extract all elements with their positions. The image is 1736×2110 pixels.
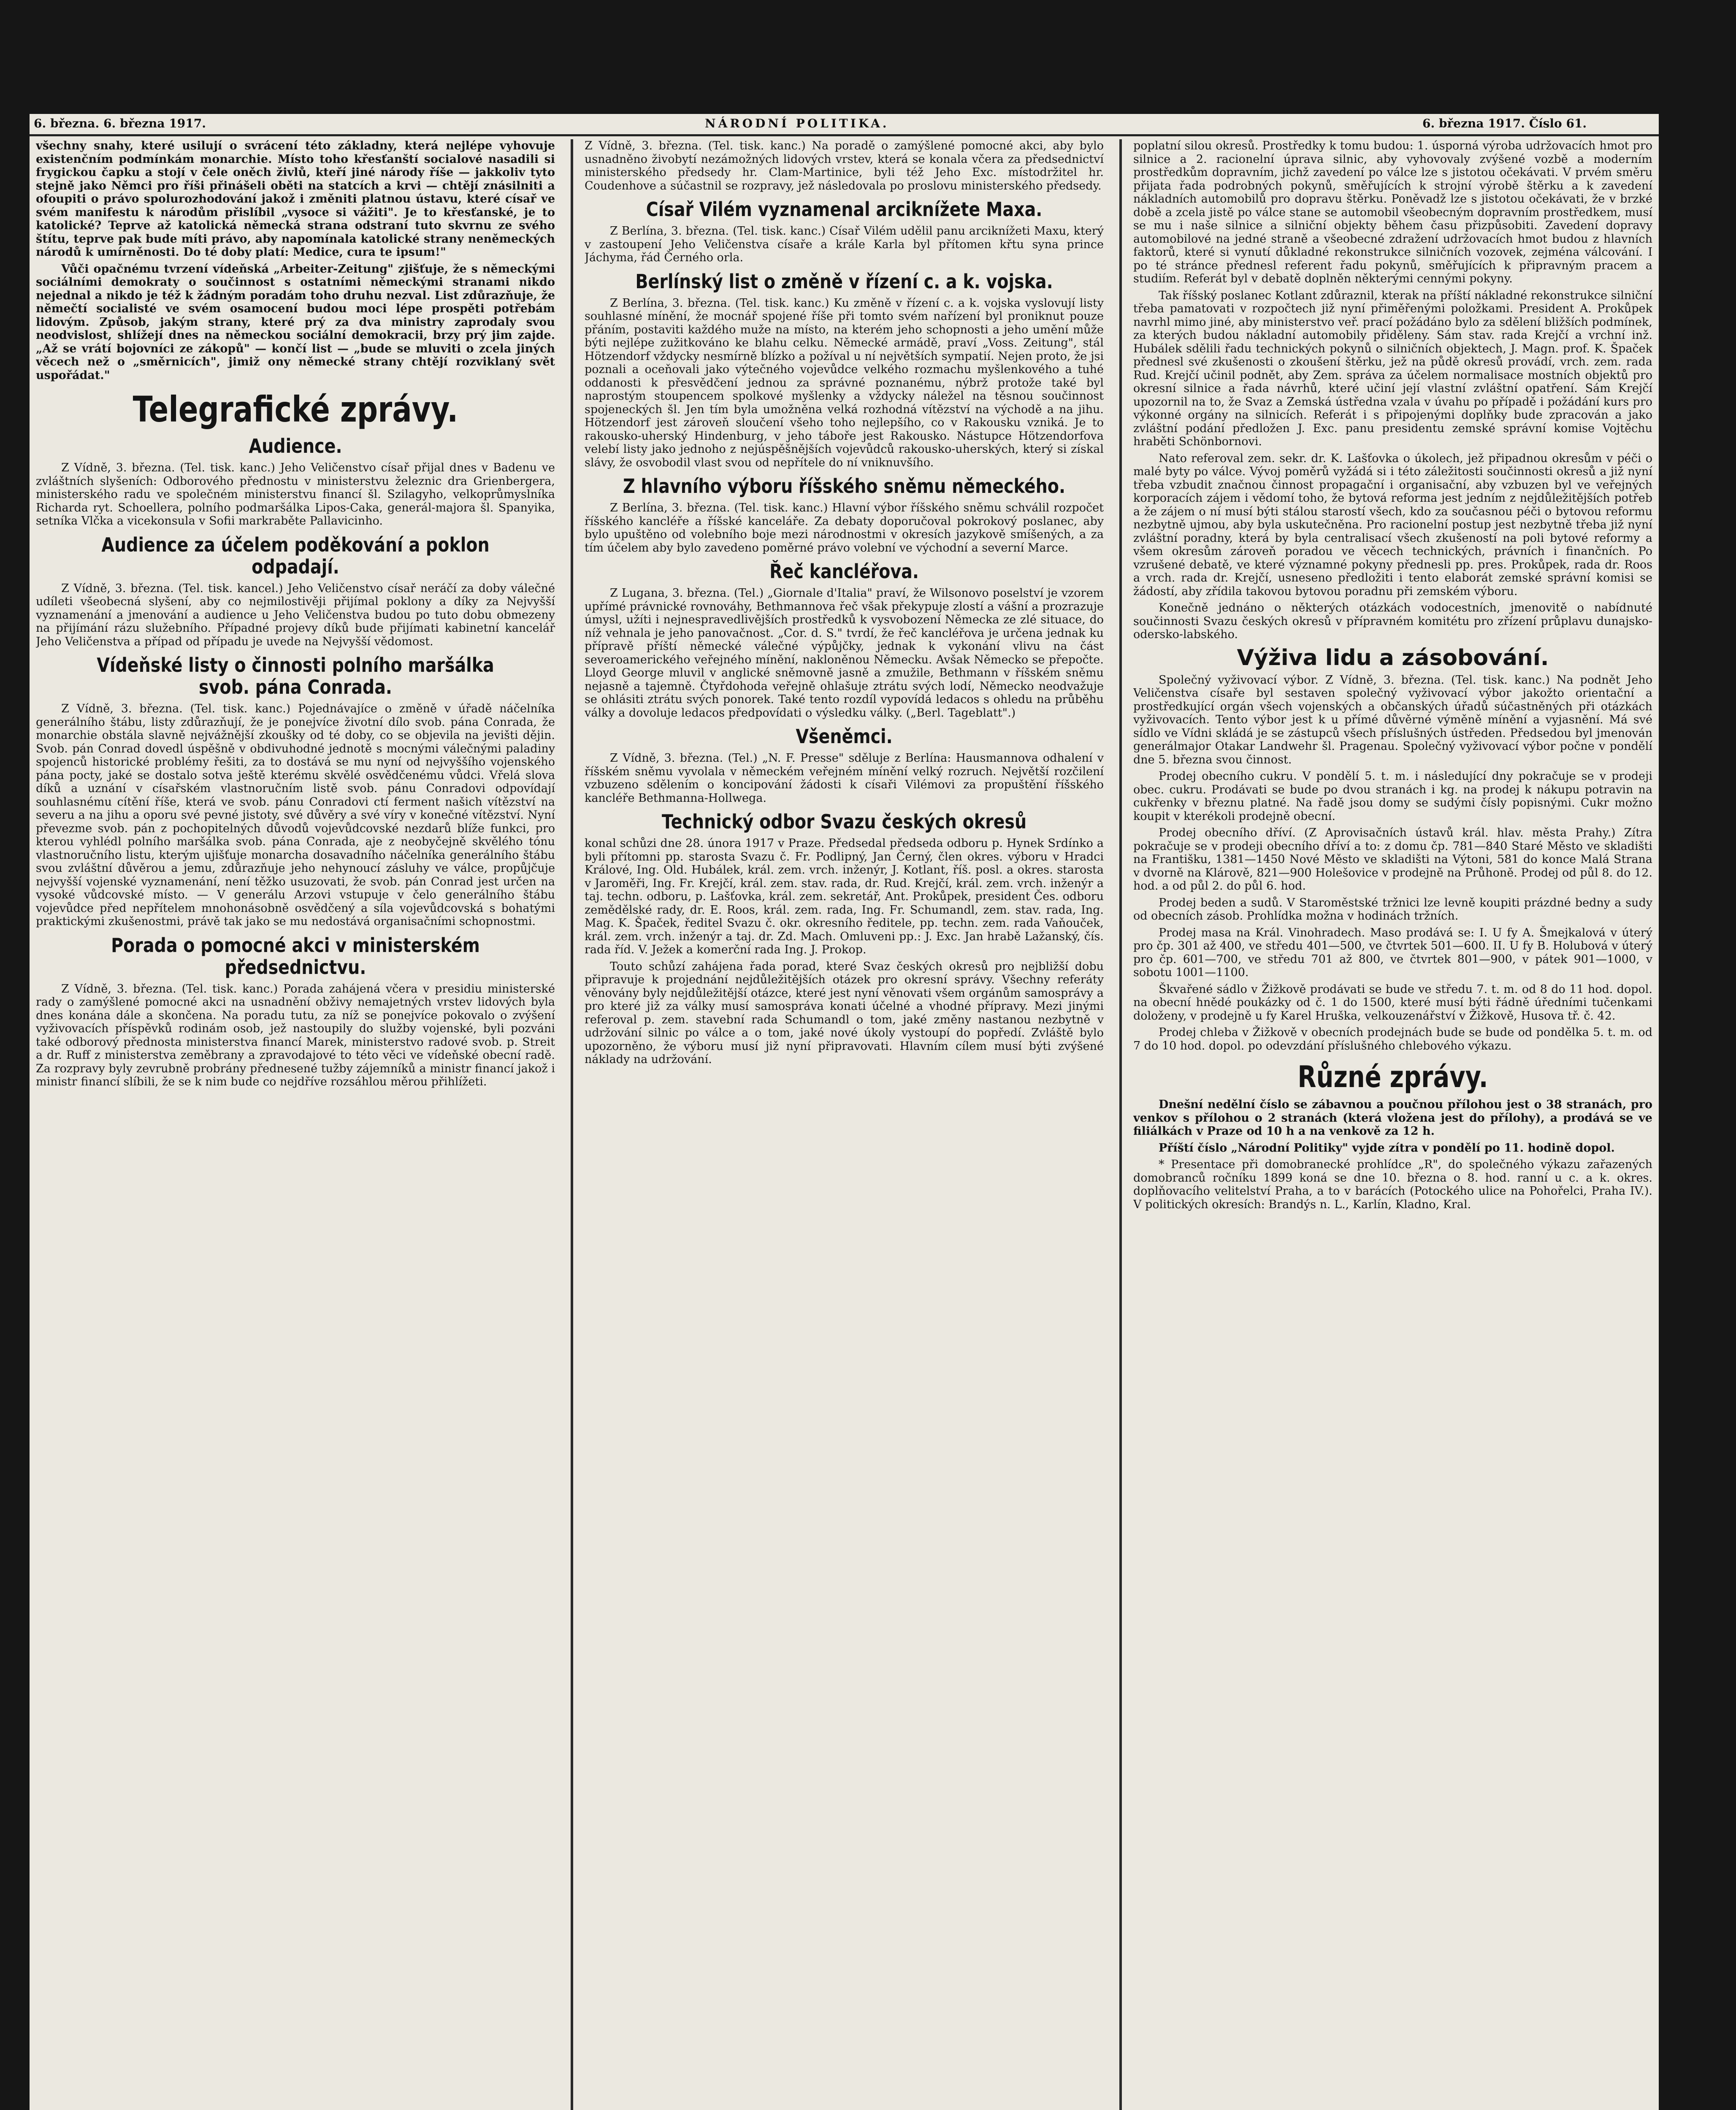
article-paragraph: Z Berlína, 3. března. (Tel. tisk. kanc.) Císař Vilém udělil panu arciknížeti Maxu, který v zastoupení Jeho Veličenstva císaře a krále Karla byl přítomen křtu syna prince Jáchyma, řád Černého orla.	[585, 225, 1104, 264]
article-headline: Z hlavního výboru říšského sněmu německého.	[623, 475, 1066, 498]
section-heading: Telegrafické zprávy.	[133, 389, 458, 430]
article-headline: Vídeňské listy o činnosti polního maršálka svob. pána Conrada.	[97, 654, 494, 698]
column-3	[1133, 139, 1652, 2110]
article-headline: Porada o pomocné akci v ministerském předsednictvu.	[111, 933, 480, 979]
page-header	[30, 114, 1659, 136]
column-1	[36, 139, 555, 2110]
article-paragraph: Prodej chleba v Žižkově v obecních prodejnách bude se bude od pondělka 5. t. m. od 7 do 10 hod. dopol. po odevzdání příslušného chlebového výkazu.	[1133, 1026, 1652, 1052]
article-paragraph: Tak říšský poslanec Kotlant zdůraznil, kterak na příští nákladné rekonstrukce silniční třeba pamatovati v rozpočtech již nyní přiměřenými položkami. President A. Prokůpek navrhl mimo jiné, aby ministerstvo veř. prací požádáno bylo za sdělení bližších podmínek, za kterých budou nákladní automobily přiděleny. Sám stav. rada Krejčí a vrchní inž. Hubálek sdělili řadu technických pokynů o silničních objektech, J. Magn. prof. K. Špaček přednesl své zkušenosti o zkoušení štěrku, jež na půdě okresů provádí, vrch. zem. rada Rud. Krejčí učinil podnět, aby Zem. správa za účelem normalisace mostních objektů pro okresní silnice a řada návrhů, které učiní její vlastní zvláštní opatření. Sám Krejčí upozornil na to, že Svaz a Zemská ústředna vzala v úvahu po případě i požádání kurs pro výkonné orgány na silnicích. Referát i s připojenými doplňky bude zpracován a jako zvláštní podání předložen J. Exc. panu presidentu zemské správní komise Vojtěchu hraběti Schönbornovi.	[1133, 289, 1652, 448]
article-paragraph: všechny snahy, které usilují o svrácení této základny, která nejlépe vyhovuje existenčním podmínkám monarchie. Místo toho křesťanští socialové nasadili si frygickou čapku a stojí v čele oněch živlů, kteří jiné národy říše — jakkoliv tyto stejně jako Němci pro říši přinášeli oběti na statcích a krvi — chtějí znásilniti a ofoupiti o právo spolurozhodování jakož i změniti platnou ústavu, které císař ve svém manifestu k národům přislíbil „vysoce si vážiti". Je to křesťanské, je to katolické? Teprve až katolická německá strana odstraní tuto skvrnu ze svého štítu, teprve pak bude míti právo, aby napomínala katolické strany neněmeckých národů k umírněnosti. Do té doby platí: Medice, cura te ipsum!"	[36, 139, 555, 259]
article-paragraph: Škvařené sádlo v Žižkově prodávati se bude ve středu 7. t. m. od 8 do 11 hod. dopol. na obecní hnědé poukázky od č. 1 do 1500, které musí býti řádně úředními tučenkami doloženy, v prodejně u fy Karel Hruška, velkouzenářství v Žižkově, Husova tř. č. 42.	[1133, 982, 1652, 1023]
header-date-issue: 6. března 1917. Číslo 61.	[1422, 116, 1587, 130]
article-headline: Berlínský list o změně v řízení c. a k. vojska.	[635, 270, 1053, 293]
article-paragraph: Prodej obecního dříví. (Z Aprovisačních ústavů král. hlav. města Prahy.) Zítra pokračuje se v prodeji obecního dříví a to: z domu čp. 781—840 Staré Město ve skladišti na Františku, 1381—1450 Nové Město ve skladišti na Výtoni, 581 do konce Malá Strana v dvorně na Klárově, 821—900 Holešovice v prodejně na Průhoně. Prodej od půl 8. do 12. hod. a od půl 2. do půl 6. hod.	[1133, 826, 1652, 893]
article-headline: Audience.	[249, 435, 342, 457]
article-paragraph: Z Berlína, 3. března. (Tel. tisk. kanc.) Ku změně v řízení c. a k. vojska vyslovují listy souhlasné mínění, že mocnář spojené říše při tomto svém nařízení byl proniknut pouze přáním, postaviti každého muže na místo, na kterém jeho schopnosti a jeho umění může býti nejlépe zužitkováno ke blahu celku. Německé armádě, praví „Voss. Zeitung", stál Hötzendorf vždycky nesmírně blízko a požíval u ní největších sympatií. Nejen proto, že jsi poznali a oceňovali jako výtečného vojevůdce velkého rozmachu myšlenkového a tuhé oddanosti k přesvědčení jednou za správné poznanému, nýbrž protože také byl naprostým stoupencem spolkové myšlenky a vždycky náležel na těsnou součinnost spojeneckých šl. Jen tím byla umožněna velká rozhodná vítězství na východě a na jihu. Hötzendorf jest zároveň sloučení všeho toho nejlepšího, co v Rakousku vzniká. Je to rakousko-uherský Hindenburg, v jeho táboře jest Rakousko. Nástupce Hötzendorfova velebí listy jako jednoho z nejúspěšnějších vojevůdců rakousko-uherských, který si získal slávy, že osvobodil vlast svou od nepřítele do ní vniknuvšího.	[585, 296, 1104, 469]
article-paragraph: Konečně jednáno o některých otázkách vodocestních, jmenovitě o nabídnuté součinnosti Svazu českých okresů v přípravném komitétu pro zřízení průplavu dunajsko-odersko-labského.	[1133, 601, 1652, 641]
article-paragraph: poplatní silou okresů. Prostředky k tomu budou: 1. úsporná výroba udržovacích hmot pro silnice a 2. racionelní úprava silnic, aby vyhovovaly zvýšené vozbě a moderním prostředkům dopravním, jichž zavedení po válce lze s jistotou očekávati. V prvém směru přijata řada podrobných pokynů, směřujících k strojní výrobě štěrku a k zavedení nákladních automobilů pro dopravu štěrku. Poněvadž lze s jistotou očekávati, že v brzké době a zcela jistě po válce stane se automobil všeobecným dopravním prostředkem, musí se mu i naše silnice a silniční objekty během času přizpůsobiti. Zavedení dopravy automobilové na jedné straně a všeobecné zdražení udržovacích hmot budou z hlavních faktorů, které si vynutí důkladné rekonstrukce silničních vozovek, zejména válcování. I po té stránce přednesl referent řadu pokynů, směřujících k připravným pracem a studiím. Referát byl v debatě doplněn některými cennými pokyny.	[1133, 139, 1652, 285]
article-paragraph: Vůči opačnému tvrzení vídeňská „Arbeiter-Zeitung" zjišťuje, že s německými sociálními demokraty o součinnost s ostatními německými stranami nikdo nejednal a nikdo je též k žádným poradám toho druhu nezval. List zdůrazňuje, že němečtí socialisté ve svém osamocení budou moci lépe prospěti potřebám lidovým. Způsob, jakým strany, které prý za dva ministry zaprodaly svou neodvislost, shlížejí dnes na německou sociální demokracii, brzy prý jim zajde. „Až se vrátí bojovníci ze zákopů" — končí list — „bude se mluviti o zcela jiných věcech než o „směrnicích", jimiž ony německé strany chtějí rozviklaný svět uspořádat."	[36, 262, 555, 382]
section-heading: Výživa lidu a zásobování.	[1237, 645, 1549, 671]
article-paragraph: konal schůzi dne 28. února 1917 v Praze. Předsedal předseda odboru p. Hynek Srdínko a byli přítomni pp. starosta Svazu č. Fr. Podlipný, Jan Černý, člen okres. výboru v Hradci Králové, Ing. Old. Hubálek, král. zem. vrch. inženýr, J. Kotlant, říš. posl. a okres. starosta v Jaroměři, Ing. Fr. Krejčí, král. zem. stav. rada, dr. Rud. Krejčí, král. zem. vrch. inženýr a taj. techn. odboru, p. Lašťovka, král. zem. sekretář, Ant. Prokůpek, president Čes. odboru zemědělské rady, dr. E. Roos, král. zem. rada, Ing. Fr. Schumandl, zem. stav. rada, Ing. Mag. K. Špaček, ředitel Svazu č. okr. okresního ředitele, pp. techn. zem. rada Vaňouček, král. zem. vrch. inženýr a taj. dr. Zd. Mach. Omluveni pp.: J. Exc. Jan hrabě Lažanský, čís. rada říd. V. Ježek a komerční rada Ing. J. Prokop.	[585, 837, 1104, 956]
newspaper-page	[30, 114, 1659, 2110]
article-paragraph: Společný vyživovací výbor. Z Vídně, 3. března. (Tel. tisk. kanc.) Na podnět Jeho Veličenstva císaře byl sestaven společný vyživovací výbor jakožto orientační a prostředkující orgán všech vojenských a občanských úřadů súčastněných při otázkách vyživovacích. Tento výbor jest k u přímé důvěrné výměně mínění a vyjasnění. Má své sídlo ve Vídni skládá je se zástupců všech příslušných ústředen. Předsedou byl jmenován generálmajor Otakar Landwehr šl. Pragenau. Společný vyživovací výbor počne v pondělí dne 5. března svou činnost.	[1133, 673, 1652, 766]
article-paragraph: Z Vídně, 3. března. (Tel. tisk. kanc.) Jeho Veličenstvo císař přijal dnes v Badenu ve zvláštních slyšeních: Odborového přednostu v ministerstvu železnic dra Grienbergera, ministerského radu ve společném ministerstvu financí šl. Szilagyho, velkoprůmyslníka Richarda ryt. Schoellera, polního podmaršálka Lipos-Caka, generál-majora šl. Spanyika, setníka Vlčka a vicekonsula v Sofii markraběte Pallavicinho.	[36, 461, 555, 528]
column-rule	[571, 139, 573, 2110]
column-rule	[1119, 139, 1122, 2110]
article-paragraph: Z Berlína, 3. března. (Tel. tisk. kanc.) Hlavní výbor říšského sněmu schválil rozpočet říšského kancléře a říšské kanceláře. Za debaty doporučoval pokrokový poslanec, aby bylo upuštěno od volebního boje mezi národnostmi v okresích jazykově smíšených, a za tím účelem aby bylo zavedeno poměrné právo volební ve východní a severní Marce.	[585, 501, 1104, 555]
article-paragraph: Prodej beden a sudů. V Staroměstské tržnici lze levně koupiti prázdné bedny a sudy od obecních zásob. Prohlídka možna v hodinách tržních.	[1133, 896, 1652, 922]
article-paragraph: Z Lugana, 3. března. (Tel.) „Giornale d'Italia" praví, že Wilsonovo poselství je vzorem upřímé právnické rovnováhy, Bethmannova řeč však překypuje zlostí a vášní a prozrazuje úmysl, užíti i nejnespravedlivějších prostředků k vysvobození Německa ze zlé situace, do níž vehnala je jeho panovačnost. „Cor. d. S." tvrdí, že řeč kancléřova je určena jednak ku přípravě příští německé válečné výpůjčky, jednak k vykonání vlivu na část severoamerického veřejného mínění, nakloněnou Německu. Avšak Německo se přepočte. Lloyd George mluvil v anglické sněmovně jasně a zmužile, Bethmann v říšském sněmu nejasně a tajemně. Čtyřdohoda veřejně ohlašuje ztrátu svých lodí, Německo neodvažuje se ohlásiti ztrátu svých ponorek. Také tento rozdíl vypovídá ledacos s ohledu na průběhu války a dovoluje ledacos předpovídati o výsledku války. („Berl. Tageblatt".)	[585, 587, 1104, 720]
article-paragraph: Z Vídně, 3. března. (Tel. tisk. kancel.) Jeho Veličenstvo císař neráčí za doby válečné udíleti všeobecná slyšení, aby co nejmilostivěji přijímal poklony a díky za Nejvyšší vyznamenání a jmenování a audience u Jeho Veličenstva budou po tuto dobu obmezeny na přijímání rázu služebního. Případné projevy díků bude přijímati kabinetní kancelář Jeho Veličenstva a případ od případu je uvede na Nejvyšší vědomost.	[36, 582, 555, 648]
article-paragraph: Z Vídně, 3. března. (Tel.) „N. F. Presse" sděluje z Berlína: Hausmannova odhalení v říšském sněmu vyvolala v německém veřejném mínění velký rozruch. Největší rozčilení vzbuzeno sdělením o koncipování žádosti k císaři Vilémovi za propuštění říšského kancléře Bethmanna-Hollwega.	[585, 752, 1104, 805]
article-paragraph: Z Vídně, 3. března. (Tel. tisk. kanc.) Pojednávajíce o změně v úřadě náčelníka generálního štábu, listy zdůrazňují, že je ponejvíce životní dílo svob. pána Conrada, že monarchie obstála slavně nejvážnější zkoušky od té doby, co se objevila na jevišti dějin. Svob. pán Conrad dovedl úspěšně v obdivuhodné jednotě s mocnými válečnými paladiny spojenců historické problémy řešiti, za to dostává se mu nyní od nejvyššího vojenského pána pocty, jaké se dostalo sotva ještě kterému skvělé osvědčenému vůdci. Vřelá slova díků a uznání v císařském vlastnoručním listě svob. pánu Conradovi odpovídají souhlasnému cítění říše, která ve svob. pánu Conradovi ctí ferment našich vítězství na severu a na jihu a oporu své pevné jistoty, své důvěry a své víry v konečné vítězství. Nyní převezme svob. pán z pochopitelných důvodů vojevůdcovské nezdarů blíže funkci, pro kterou vyhlédl polního maršálka svob. pána Conrada, aje z neobyčejně skvělého tónu vlastnoručního listu, kterým ujišťuje monarcha dosavadního náčelníka generálního štábu svou zvláštní důvěrou a jemu, zdůrazňuje jeho nehynoucí zásluhy ve válce, propůjčuje nejvyšší vojenské vyznamenání, není těžko usuzovati, že svob. pán Conrad jest určen na vysoké vůdcovské místo. — V generálu Arzovi vstupuje v čelo generálního štábu vojevůdce před nepřítelem mnohonásobně osvědčený a síla vojevůdcovská s bohatými praktickými zkušenostmi, právě tak jako se mu nedostává organisačními schopnostmi.	[36, 702, 555, 928]
header-date-left: 6. března. 6. března 1917.	[34, 116, 206, 130]
article-paragraph: Příští číslo „Národní Politiky" vyjde zítra v pondělí po 11. hodině dopol.	[1159, 1141, 1615, 1155]
header-newspaper-title: NÁRODNÍ POLITIKA.	[705, 116, 889, 130]
column-2	[585, 139, 1104, 2110]
article-headline: Řeč kancléřova.	[769, 560, 919, 583]
article-paragraph: Nato referoval zem. sekr. dr. K. Lašťovka o úkolech, jež připadnou okresům v péči o malé byty po válce. Vývoj poměrů vyžádá si i této záležitosti součinnosti okresů a již nyní třeba vzbudit značnou činnost propagační i organisační, aby vzbuzen byl ve veřejných korporacích zájem i vědomí toho, že bytová reforma jest jedním z nejdůležitějších potřeb a že zájem o ní musí býti stálou starostí všech, kdo za současnou péči o bytovou reformu nezbytně ujmou, aby byla uskutečněna. Pro racionelní postup jest nezbytně třeba již nyní zvláštní poradny, která by byla centralisací všech zkušeností na poli bytové reformy a všem okresům zároveň poradou ve věcech technických, právních i finančních. Po vzrušené debatě, ve které významné pokyny přednesli pp. pres. Prokůpek, rada dr. Roos a vrch. rada dr. Krejčí, usneseno předložiti i tento elaborát zemské správní komisi se žádostí, aby zřídila takovou bytovou poradnu při zemském výboru.	[1133, 452, 1652, 598]
article-paragraph: Touto schůzí zahájena řada porad, které Svaz českých okresů pro nejbližší dobu připravuje k projednání nejdůležitějších otázek pro okresní správy. Všechny referáty věnovány byly nejdůležitější otázce, které jest nyní věnovati všem orgánům samosprávy a pro které již za války musí samospráva konati účelné a vhodné přípravy. Mezi jinými referoval p. zem. stavební rada Schumandl o tom, jaké změny nastanou nezbytně v udržování silnic po válce a o tom, jaké nové úkoly vystoupí do popředí. Zvláště bylo upozorněno, že výboru musí již nyní připravovati. Hlavním cílem musí býti zvýšené náklady na udržování.	[585, 960, 1104, 1066]
article-headline: Audience za účelem poděkování a poklon odpadají.	[101, 533, 490, 578]
article-headline: Císař Vilém vyznamenal arciknížete Maxa.	[646, 198, 1043, 221]
article-headline: Technický odbor Svazu českých okresů	[661, 810, 1027, 833]
article-paragraph: Z Vídně, 3. března. (Tel. tisk. kanc.) Porada zahájená včera v presidiu ministerské rady o zamýšlené pomocné akci na usnadnění obživy nemajetných vrstev lidových byla dnes konána dále a skončena. Na poradu tutu, za níž se ponejvíce pokovalo o zvýšení vyživovacích příspěvků rodinám osob, jež nastoupily do služby vojenské, byli pozváni také odborový přednosta ministerstva financí Marek, ministerstvo radové svob. p. Streit a dr. Ruff z ministerstva zeměbrany a zpravodajové to této věci ve vídeňské obecní radě. Za rozpravy byly zevrubně probrány přednesené tužby zájemníků a ministr financí jakož i ministr financí slíbili, že se k nim bude co nejdříve rozsáhlou měrou přihlížeti.	[36, 982, 555, 1088]
article-paragraph: Prodej masa na Král. Vinohradech. Maso prodává se: I. U fy A. Šmejkalová v úterý pro čp. 301 až 400, ve středu 401—500, ve čtvrtek 501—600. II. U fy B. Holubová v úterý pro čp. 601—700, ve středu 701 až 800, ve čtvrtek 801—900, v pátek 901—1000, v sobotu 1001—1100.	[1133, 926, 1652, 979]
article-paragraph: Dnešní nedělní číslo se zábavnou a poučnou přílohou jest o 38 stranách, pro venkov s přílohou o 2 stranách (která vložena jest do přílohy), a prodává se ve filiálkách v Praze od 10 h a na venkově za 12 h.	[1133, 1098, 1652, 1138]
article-paragraph: Prodej obecního cukru. V pondělí 5. t. m. i následující dny pokračuje se v prodeji obec. cukru. Prodávati se bude po dvou stranách i kg. na prodej k nákupu potravin na cukřenky v březnu platné. Na řadě jsou domy se sudými čísly popisnými. Cukr možno koupit v kterékoli prodejně obecní.	[1133, 770, 1652, 823]
section-heading: Různé zprávy.	[1297, 1060, 1488, 1094]
article-headline: Všeněmci.	[796, 725, 893, 748]
article-paragraph: * Presentace při domobranecké prohlídce „R", do společného výkazu zařazených domobranců ročníku 1899 koná se dne 10. března o 8. hod. ranní u c. a k. okres. doplňovacího velitelství Praha, a to v barácích (Potockého ulice na Pohořelci, Praha IV.). V politických okresích: Brandýs n. L., Karlín, Kladno, Kral.	[1133, 1158, 1652, 1211]
article-paragraph: Z Vídně, 3. března. (Tel. tisk. kanc.) Na poradě o zamýšlené pomocné akci, aby bylo usnadněno živobytí nezámožných lidových vrstev, která se konala včera za předsednictví ministerského předsedy hr. Clam-Martinice, byli též Jeho Exc. místodržitel hr. Coudenhove a súčastnil se rozpravy, jež následovala po proslovu ministerského předsedy.	[585, 139, 1104, 192]
